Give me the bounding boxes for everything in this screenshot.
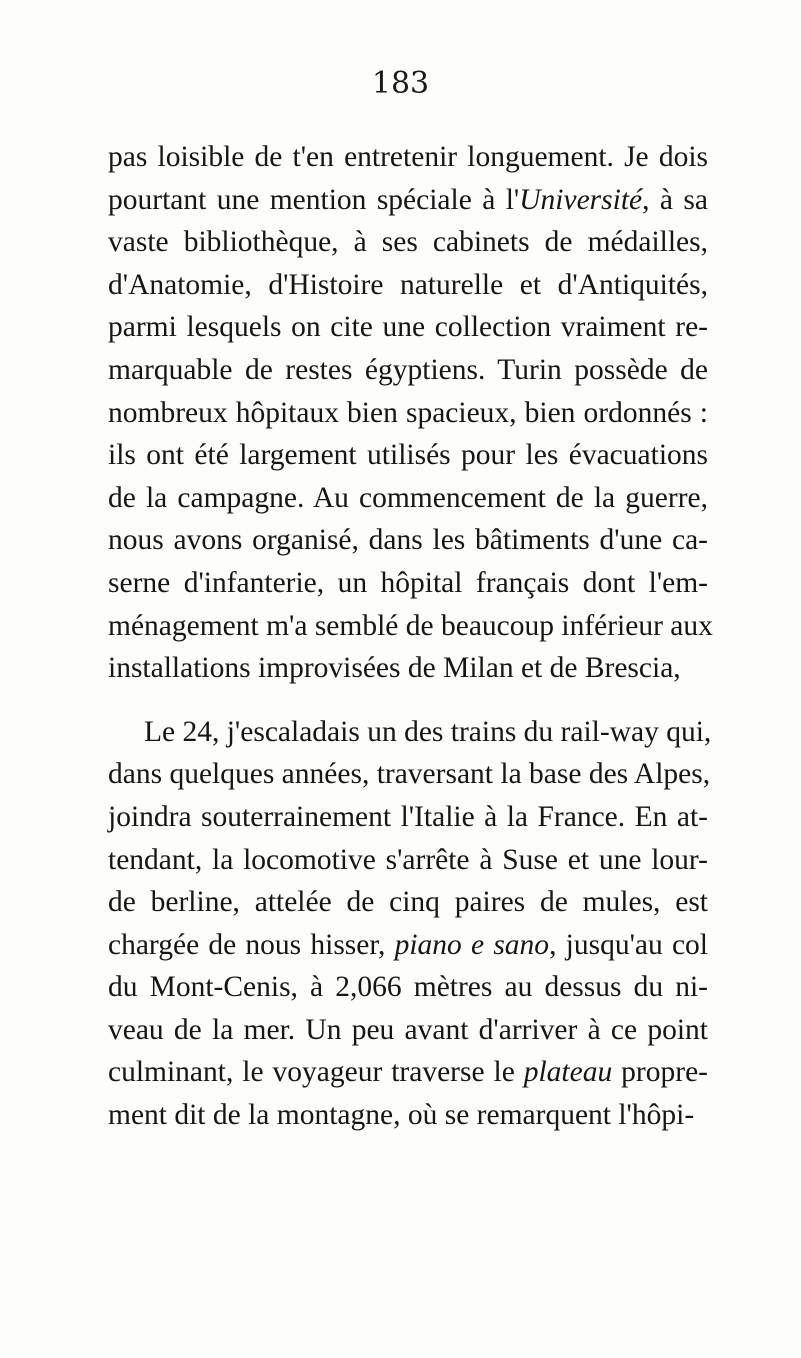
italic-run: piano e sano <box>394 928 550 961</box>
text-line: tendant, la locomotive s'arrête à Suse et une lour- <box>108 843 708 876</box>
italic-run: plateau <box>523 1056 613 1089</box>
text-run: , jusqu'au col <box>549 928 708 961</box>
text-line <box>108 924 708 967</box>
text-line: vaste bibliothèque, à ses cabinets de médailles, <box>108 226 708 259</box>
text-line: installations improvisées de Milan et de Brescia, <box>108 652 681 685</box>
text-line: ménagement m'a semblé de beaucoup inférieur aux <box>108 609 713 642</box>
text-run: propre- <box>612 1056 708 1089</box>
text-line: marquable de restes égyptiens. Turin possède de <box>108 353 708 386</box>
text-line: pas loisible de t'en entretenir longuement. Je dois <box>108 141 708 173</box>
text-line: serne d'infanterie, un hôpital français dont l'em- <box>108 566 708 599</box>
text-line: ils ont été largement utilisés pour les évacuations <box>108 439 708 472</box>
page-number: 183 <box>371 66 430 101</box>
text-line: Le 24, j'escaladais un des trains du rail-way qui, <box>144 715 712 748</box>
paragraph <box>108 711 712 1137</box>
paragraph <box>108 136 713 690</box>
text-run: culminant, le voyageur traverse le <box>108 1056 524 1089</box>
text-run: , à sa <box>642 183 709 216</box>
text-line: du Mont-Cenis, à 2,066 mètres au dessus du ni- <box>108 971 708 1004</box>
text-line: d'Anatomie, d'Histoire naturelle et d'Antiquités, <box>108 268 708 301</box>
text-line: dans quelques années, traversant la base des Alpes, <box>108 758 711 791</box>
text-line: joindra souterrainement l'Italie à la France. En at- <box>108 800 708 833</box>
text-line <box>108 1051 708 1094</box>
text-line: de la campagne. Au commencement de la guerre, <box>108 481 708 514</box>
text-run: pourtant une mention spéciale à l' <box>108 183 520 216</box>
text-run: chargée de nous hisser, <box>108 928 395 961</box>
body-text <box>108 136 713 1137</box>
text-line: veau de la mer. Un peu avant d'arriver à ce point <box>108 1013 708 1046</box>
text-line: nous avons organisé, dans les bâtiments d'une ca- <box>108 524 708 557</box>
text-line: parmi lesquels on cite une collection vraiment re- <box>108 311 708 344</box>
text-line: de berline, attelée de cinq paires de mules, est <box>108 886 708 919</box>
italic-run: Université <box>519 183 643 216</box>
text-line: nombreux hôpitaux bien spacieux, bien ordonnés : <box>108 396 708 429</box>
text-line <box>108 179 708 222</box>
text-line: ment dit de la montagne, où se remarquent l'hôpi- <box>108 1099 695 1132</box>
